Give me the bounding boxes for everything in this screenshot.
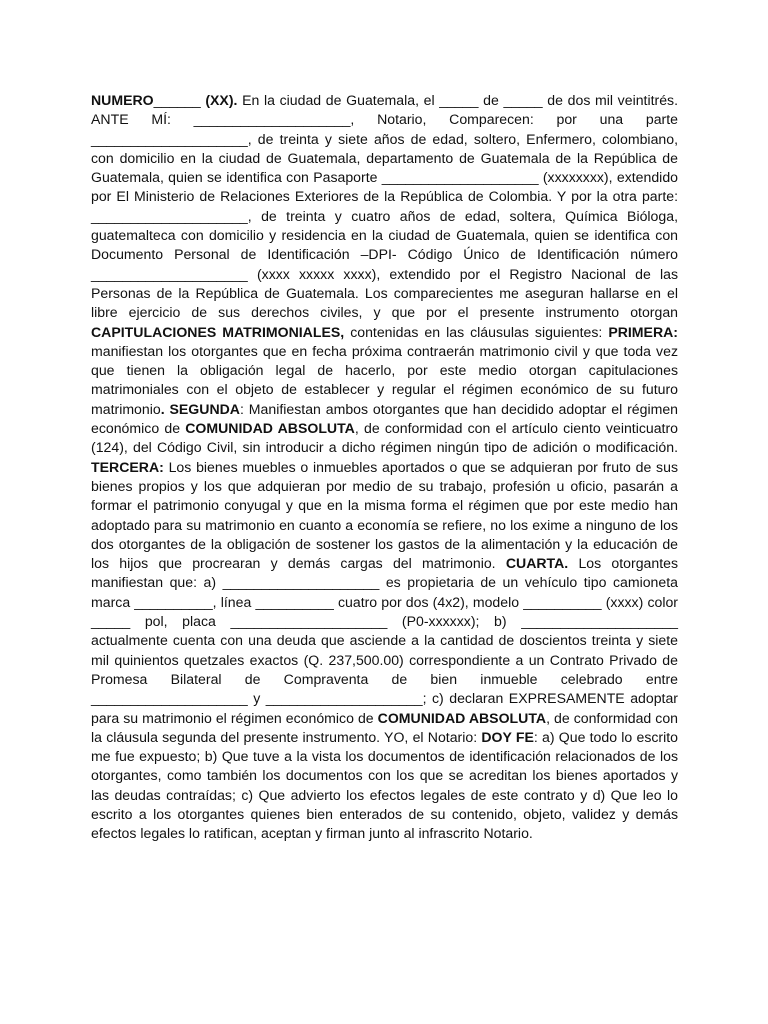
- bold-text-run: NUMERO: [91, 92, 154, 108]
- text-run: Los bienes muebles o inmuebles aportados o que se adquieran por fruto de sus bienes propios y los que adquieran por medio de su trabajo, profesión u oficio, pasarán a formar el patrimonio conyugal y que en la misma forma el régimen que por este medio han adoptado para su matrimonio en cuanto a economía se refiere, no los exime a ninguno de los dos otorgantes de la obligación de sostener los gastos de la alimentación y la educación de los hijos que procrearan y demás cargas del matrimonio.: [91, 458, 678, 572]
- text-run: ______: [153, 92, 206, 108]
- bold-text-run: COMUNIDAD ABSOLUTA: [377, 709, 547, 726]
- text-run: manifiestan los otorgantes que en fecha próxima contraerán matrimonio civil y que toda vez que tienen la obligación legal de hacerlo, por este medio otorgan capitulaciones matrimoniales con el objeto de establecer y regular el régimen económico de su futuro matrimonio: [91, 342, 678, 417]
- bold-text-run: CAPITULACIONES MATRIMONIALES,: [91, 323, 345, 340]
- bold-text-run: TERCERA:: [91, 458, 164, 475]
- text-run: : a) Que todo lo escrito me fue expuesto; b) Que tuve a la vista los documentos de identificación relacionados de los otorgantes, como también los documentos con los que se acreditan los bienes aportados y las deudas contraídas; c) Que advierto los efectos legales de este contrato y d) Que leo lo escrito a los otorgantes quienes bien enterados de su contenido, objeto, validez y demás efectos legales lo ratifican, aceptan y firman junto al infrascrito Notario.: [91, 728, 679, 842]
- text-run: : Manifiestan ambos otorgantes que han decidido adoptar el régimen económico de: [91, 400, 678, 437]
- text-run: , de conformidad con el artículo ciento veinticuatro (124), del Código Civil, sin introducir a dicho régimen ningún tipo de adición o modificación.: [91, 420, 679, 456]
- bold-text-run: CUARTA.: [505, 555, 569, 572]
- text-run: , de conformidad con la cláusula segunda del presente instrumento. YO, el Notario:: [91, 709, 679, 745]
- text-run: Los otorgantes manifiestan que: a) ____________________ es propietaria de un vehículo tipo camioneta marca __________, línea __________ cuatro por dos (4x2), modelo __________ (xxxx) color _____ pol, placa ____________________ (P0-xxxxxx); b) ____________________ actualmente cuenta con una deuda que asciende a la cantidad de doscientos treinta y siete mil quinientos quetzales exactos (Q. 237,500.00) correspondiente a un Contrato Privado de Promesa Bilateral de Compraventa de bien inmueble celebrado entre ____________________ y ____________________; c) declaran EXPRESAMENTE adoptar para su matrimonio el régimen económico de: [91, 555, 679, 726]
- bold-text-run: COMUNIDAD ABSOLUTA: [185, 420, 355, 437]
- bold-text-run: PRIMERA:: [608, 323, 678, 340]
- document-body-text: [91, 91, 678, 844]
- text-run: En la ciudad de Guatemala, el _____ de _____ de dos mil veintitrés. ANTE MÍ: ____________________, Notario, Comparecen: por una parte ____________________, de treinta y siete años de edad, soltero, Enfermero, colombiano, con domicilio en la ciudad de Guatemala, departamento de Guatemala de la República de Guatemala, quien se identifica con Pasaporte ____________________ (xxxxxxxx), extendido por El Ministerio de Relaciones Exteriores de la República de Colombia. Y por la otra parte: ____________________, de treinta y cuatro años de edad, soltera, Química Bióloga, guatemalteca con domicilio y residencia en la ciudad de Guatemala, quien se identifica con Documento Personal de Identificación –DPI- Código Único de Identificación número ____________________ (xxxx xxxxx xxxx), extendido por el Registro Nacional de las Personas de la República de Guatemala. Los comparecientes me aseguran hallarse en el libre ejercicio de sus derechos civiles, y que por el presente instrumento otorgan: [91, 92, 678, 321]
- text-run: contenidas en las cláusulas siguientes:: [344, 323, 609, 340]
- bold-text-run: DOY FE: [481, 728, 534, 745]
- bold-text-run: . SEGUNDA: [160, 400, 240, 417]
- bold-text-run: (XX).: [205, 92, 238, 108]
